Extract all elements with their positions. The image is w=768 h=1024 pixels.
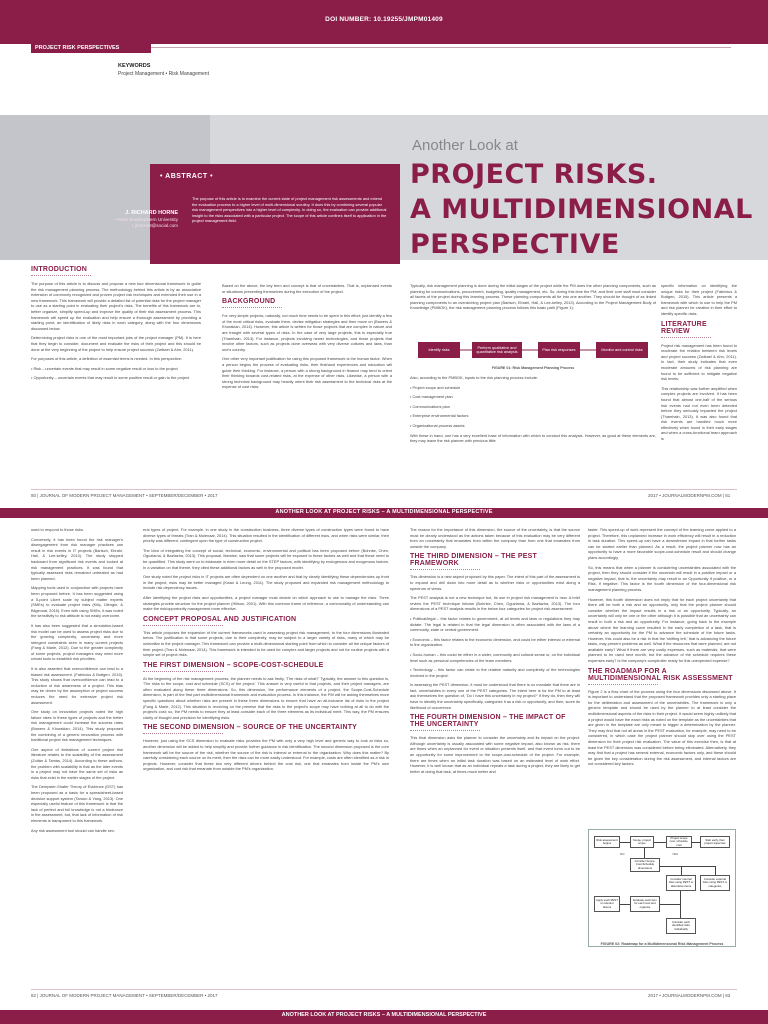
literature-heading: LITERATURE REVIEW xyxy=(661,320,707,335)
paragraph: At the beginning of the risk management process, the planner needs to ask firstly, 'The risks of what?' Typically, the answer to this question is, 'The risks to the scope, cost and schedule (SCS) of the project.' This answer is very useful in that projects, and their project managers, are often evaluated along these three dimensions. So, this dimension, the performance elements of a project, the Scope-Cost-Schedule dimension, is part of the first part multidimensional framework and evaluation process. In this instance, the PM will be asking themselves more specific questions about whether risks are present in these three dimensions to ensure that have an all-inclusive list of risks to the project (Fang & Marle, 2012). This situation is revolving on the premise that the risks to the project's scope may have nothing at all to do with the project's cost; so, the PM needs to ensure they at least consider each of the three elements as its individual merit. This way, the PM ensures clarity of thought and precision for identifying risks. xyxy=(143,675,389,720)
paragraph: The idea of integrating the concept of social, technical, economic, environmental and political has been proposed before (Bohnke, Chen, Oguzlama, & Bazfazha, 2013). This proposal, likewise, saw that some projects will be exposed to these factors as well and that these need to be quantified. This study went on to elaborate in even more detail on the STEP factors, with identifying by endogenous and exogenous factors. In a variation on that theme, they cited these additional factors as well in the proposed model. xyxy=(143,547,389,570)
paragraph: The Dempster-Shafer Theory of Evidence (DST) has been proposed as a basis for a spreadsheet-based decision support system (Taroun & Yang, 2013). One especially useful feature of this framework is that the lack of perfect and full knowledge is not a hindrance in the assessment, but, that lack of information of risk elements is transparent to this framework. xyxy=(31,784,123,823)
heading-rule xyxy=(31,273,91,276)
paragraph: Mapping tools used in conjunction with projects have been proposed before. It has been suggested using a 5-point Likert scale by subject matter experts (SMEs) to evaluate project risks (Kiliç, Ülengin, & Bilgenoal, 2015). Even with using SMEs, it was noted the sensitivity to risk attitude is not easily overcome. xyxy=(31,585,123,619)
heading-rule xyxy=(661,335,711,338)
fourth-dimension-heading: THE FOURTH DIMENSION – THE IMPACT OF THE UNCERTAINTY xyxy=(410,714,566,729)
paragraph: It has also been suggested that a simulation-based risk model can be used to assess project risks due to the growing complexity, uncertainty and more stringent constraints seen in many current projects (Fang & Marle, 2012). Due to the greater complexity of some projects, project managers may need more robust tools to establish risk priorities. xyxy=(31,622,123,662)
flow-step: Identify risks xyxy=(418,342,460,358)
paragraph: One aspect of limitations of current project risk literature relates to the scalability of the assessment (Zoltán & Tamás, 2014). According to these authors, the problem with scalability is that as the later events in a project may not have the same set of risks as risks that exist in the earlier stages of the project. xyxy=(31,746,123,780)
flow-connector xyxy=(681,866,715,867)
paragraph: For purposes of this article, a definition of essential terms is needed. In this perspective: xyxy=(31,356,182,362)
paragraph: After identifying the project risks and opportunities, a project manager must decide on which approach to use to manage the risks. Three strategies provide structure for the project planner (Hillson, 2001). With this common frame of reference, a commonality of understanding can make the risk/opportunity management more effective. xyxy=(143,594,389,612)
flow-node-eval: Evaluate each item for each cost and organize xyxy=(630,896,660,912)
paragraph: used to respond to those risks. xyxy=(31,527,84,532)
paragraph: This article proposes the expansion of the current frameworks used in assessing project risk management, to the four dimensions illustrated below. The justification is that some projects, due to their complexity, may be subject to a larger variety of risks, many of which may be unfamiliar to the project manager. This framework can provide a multi-dimensional starting point from which to consider all the unique factors of their project (Tran & Molenaar, 2014). This framework is intended to be used for complex and larger projects and not for routine projects with a simple set of project risks. xyxy=(143,629,389,658)
flow-connector xyxy=(692,842,700,843)
footer-left: 82 | JOURNAL OF MODERN PROJECT MANAGEMENT • SEPTEMBER/DECEMBER • 2017 xyxy=(31,993,218,998)
flow-node-start: Risk assessment begins xyxy=(594,836,620,848)
paragraph: It is also asserted that overconfidence can lead to a biased risk assessment. (Fabricius & Buttgen, 2015). This study shows that overconfidence can lead to a reduction of risk awareness of a project. This bias may be driven by the assumption of project success reduces the need for extensive project risk assessment. xyxy=(31,666,123,705)
doi-number: DOI NUMBER: 10.19255/JMPM01409 xyxy=(325,16,443,23)
paragraph: Figure 2 is a flow chart of the process using the four dimensions discussed above. It is important to understand that the proposed framework provides only a starting place for the deliberation and assessment of the uncertainties. The framework is only a generic template and should be used by the planner to at least consider the multidimensional aspects of the risks in their project. It would seem highly unlikely that a project would have the exact risks as noted on the template as the uncertainties that are given in the template are only meant to trigger a determination by the planner. They may find that not all areas in the PEST evaluation, for example, may need to be considered, in which case the project planner should skip over using the PEST dimension for their project risk evaluation. The value of this exercise then, is that at least the PEST dimension was considered before being eliminated. Alternatively, they may find that a project has several external, economic factors only, and these should be given the key consideration during the risk assessment, and internal factors are not considered key factors. xyxy=(588,688,736,767)
paragraph: However, this fourth dimension does not imply that for each project uncertainty that there will be both a risk and an opportunity, only that the project planner should consider whether the impact results in a risk or an opportunity. Typically, an uncertainty will only be one or the other although it is possible that an uncertainty can result in both a risk and an opportunity. For instance, going back to the example above where the learning curve resulted in the early completion of a task, that is certainly an opportunity for the PM to advance the schedule of the future tasks. However, this could also be a risk in that the 'shifting left,' that is advancing the future tasks, may present problems as well. What if the resources that were planned, are not available early? What if there are very costly expenses, such as materials, that were planned to be used next month, but the advance of the schedule requires these expenses early? Is the company's comptroller ready for this unexpected expense? xyxy=(588,596,736,664)
flow-step: Monitor and control risks xyxy=(596,342,648,358)
paragraph: However, just using the SCS dimension to evaluate risks provides the PM with only a very high level and generic way to look at risks so, another dimension will be added to help simplify and provide further guidance in risk identification. The second dimension proposed is the core framework will be the source of the risk, whether the source of the risk is internal or external to the organization. Why does this matter? By carefully considering each source on its merit, then the risks can be more easily understood. For example, costs are often identified as a risk in projects. However, consider that these two very different drivers behind the cost risk, one that emanates from inside the PM's own organization, and cost risk that emanate from outside the PM's organization. xyxy=(143,738,389,772)
flow-no-label: NO xyxy=(620,852,625,856)
flow-connector xyxy=(654,842,666,843)
planning-column-continued xyxy=(410,375,656,448)
concept-heading: CONCEPT PROPOSAL AND JUSTIFICATION xyxy=(143,615,297,623)
paragraph: Conversely, it has been found the risk manager's disengagement from risk manager practices can result in risk events in IT projects (Bartsch, Ebrahi, Hall, & Lee-kelley, 2013). The study stopped backward from significant risk events and looked at risk management practices. It was found that typically assessed risks remained untreated as had been planned. xyxy=(31,536,123,581)
paragraph: • Opportunity – uncertain events that may result in some positive result or gain to the project xyxy=(31,375,190,381)
flow-step: Plan risk responses xyxy=(538,342,580,358)
flow-node-scs: Scope, project scope xyxy=(630,836,654,848)
list-item: • Cost management plan xyxy=(410,394,453,400)
title-line-3: PERSPECTIVE xyxy=(410,229,620,260)
paragraph: eral types of project. For example, in one study in the construction business, three diverse types of construction types were found to have diverse types of threats (Tran & Molenaar, 2014). This situation resulted in the identification of different risks, and when risks were similar, their priority was different, contingent upon the type of construction project. xyxy=(143,527,389,544)
flow-connector xyxy=(680,891,681,918)
paragraph: Based on the above, the key term and concept is that of uncertainties. That is, unplanned events or situations presenting themselves during the execution of the project. xyxy=(222,283,392,294)
paragraph: This dimension is a new aspect proposed by this paper. The intent of this part of the assessment is to expand and drill down into more detail as to whether risks or opportunities exist along a spectrum of views. xyxy=(410,574,580,591)
abstract-text: The purpose of this article is to examine the current state of project management risk assessments and extend the evaluation process to a higher level of multi-dimensional scrutiny. It does this by combining several popular risk management perspectives into a higher level of complexity. In doing so, the evaluation can provide additional insight to the risks associated with a particular project. The scope of this article confines itself to application in the project management field. xyxy=(192,196,387,224)
flow-step: Perform qualitative and quantitative risk analysis xyxy=(472,342,522,358)
paragraph: For very simple projects, naturally, not much time needs to be spent in this effort; just identify a few of the most critical risks, evaluate them, devise mitigation strategies and then move on (Bowers & Khorakian, 2014). However, this article is written for those projects that are complex in nature and are fraught with several types of risks. In the case of very large projects, this is especially true (Thamhain, 2013). For instance, projects involving newer technologies, and those projects that involve other factors, such as projects done overseas with very diverse cultures and laws, than one's country. xyxy=(222,313,392,352)
list-item: • Enterprise environmental factors xyxy=(410,413,469,419)
pest-column xyxy=(410,527,580,778)
paragraph: One study noted the project risks in IT projects are often dependent on one another and that by clearly identifying these dependencies up front in the project, risks may be better managed (Kwan & Leung, 2011). The study proposed and expanded risk management methodology to include risk dependency issues. xyxy=(143,574,389,591)
heading-rule xyxy=(410,728,480,731)
heading-rule xyxy=(143,731,223,734)
paragraph: This final dimension asks the planner to consider the uncertainty and its impact on the project. Although uncertainty is usually associated with some negative impact, also known as risk, there are times when an unplanned for event or situation presents itself, and that event turns out to be an opportunity for some improvement to the scope-cost-schedule of the project. For example, there are times when an initial task duration was based on an estimated level of work effort. However, it is well known that as an individual repeats a task during a project, they are likely to get better at doing that task, at times much better and xyxy=(410,735,580,774)
paragraph: Typically, risk management planning is done during the initial stages of the project while the PM does the other planning components, such as planning for communications, procurement, budgeting, quality management, etc. So, during this time the PM, and their core staff must consider all facets of the project during this learning process. These planning components all tie into one another. They should be thought of as linked planning components to an overarching project plan (Bartsch, Ebrahi, Hall, & Lee-kelley, 2013). According to the Project Management Body of Knowledge (PMBOK), the risk management planning process follows this basic path (Figure 1): xyxy=(410,283,656,311)
category-tag: PROJECT RISK PERSPECTIVES xyxy=(31,43,151,53)
author-email[interactable]: • jrhorne9@social.com xyxy=(131,223,178,228)
title-line-1: PROJECT RISKS. xyxy=(410,159,658,190)
footer-rule xyxy=(31,489,737,490)
heading-rule xyxy=(222,305,282,308)
heading-rule xyxy=(143,623,223,626)
background-heading: BACKGROUND xyxy=(222,298,276,306)
flow-connector xyxy=(620,904,630,905)
flow-connector xyxy=(660,866,682,867)
paragraph: With these in hand, one has a very excellent base of information with which to conduct this analysis. However, as good at these elements are, they may leave the risk planner with precious little xyxy=(410,432,656,444)
flow-node-sched: Start early, then project supervise xyxy=(700,836,730,848)
paragraph: The reason for the importance of this dimension, the source of the uncertainty, is that the source must be clearly understood as the actions taken because of this evaluation may be very different from an uncertainty that emanates from within the company than from one that emanates from outside the company. xyxy=(410,527,580,549)
keywords-text: Project Management • Risk Management xyxy=(118,71,209,77)
footer-left: 80 | JOURNAL OF MODERN PROJECT MANAGEMENT • SEPTEMBER/DECEMBER • 2017 xyxy=(31,493,218,498)
intro-heading: INTRODUCTION xyxy=(31,266,88,273)
figure-1-caption: FIGURE 01: Risk Management Planning Process xyxy=(491,366,575,370)
paragraph: Project risk management has been found to moderate the relation between risk levels and project success (Zwikael & Ahn, 2011). In fact, their study indicates that even moderate amounts of risk planning are found to be sufficient to mitigate negative risk levels. xyxy=(661,342,737,382)
heading-rule xyxy=(588,682,658,685)
roadmap-heading: THE ROADMAP FOR A MULTIDIMENSIONAL RISK ASSESSMENT xyxy=(588,667,733,682)
paragraph: Also, according to the PMBOK, inputs to the risk planning process include: xyxy=(410,375,539,380)
roadmap-column xyxy=(588,527,736,771)
author-name: J. RICHARD HORNE xyxy=(125,210,178,216)
running-header-title: ANOTHER LOOK AT PROJECT RISKS – A MULTIDIMENSIONAL PERSPECTIVE xyxy=(275,509,493,515)
list-item: • Political/legal – this factor relates to government, at all levels and laws or regulations they may dictate. The legal is related in that the legal dimension is often associated with the laws of a community, state or central government. xyxy=(410,615,580,633)
paragraph: One study on innovation projects noted the high failure rates in these types of projects and the better risk management could increase the success rates (Bowers & Khorakian, 2014). This study proposed the combining of a generic innovation process with traditional project risk management techniques. xyxy=(31,709,123,743)
flow-node-cost: Project scope cost, schedule, cost xyxy=(666,836,692,848)
paragraph: faster. This speed-up of work represent the concept of the learning curve applied to a project. Therefore, this unplanned increase in work efficiency will result in a reduction in task duration. This speed-up can have a downstream impact in that further tasks can be started earlier than planned. As a result, the project planner now has an opportunity to have a more favorable scope-cost-schedule result and should change plans accordingly. xyxy=(588,527,736,560)
flow-node-consider: Consider Scope-Cost-Schedule dimensions xyxy=(630,858,660,872)
list-item: • Technology – this factor can relate to the relative maturity and complexity of the technologies involved in the project. xyxy=(410,667,580,678)
heading-rule xyxy=(410,567,480,570)
flow-connector xyxy=(620,842,630,843)
footer-rule xyxy=(31,989,737,990)
flow-node-external: Consider external risks using PEST or categories xyxy=(700,875,730,891)
lit-review-column xyxy=(31,527,123,837)
abstract-label: • ABSTRACT • xyxy=(160,173,214,180)
literature-column xyxy=(661,283,737,446)
paragraph: specific information on identifying the unique risks for their project (Fabricius & Buttgen, 2015). This article presents a framework with which to use to help the PM and risk planner be creative in their effort to identify specific risks. xyxy=(661,283,737,316)
third-dimension-heading: THE THIRD DIMENSION – THE PEST FRAMEWORK xyxy=(410,553,537,568)
footer-right: 2017 • JOURNALMODERNPM.COM | 81 xyxy=(648,493,731,498)
flow-node-internal: Consider internal risks using PEST or alternative items xyxy=(666,875,696,891)
planning-column xyxy=(410,283,656,315)
intro-column xyxy=(31,266,201,385)
heading-rule xyxy=(143,669,223,672)
flow-connector xyxy=(660,904,680,905)
flow-yes-label: YES xyxy=(672,852,679,856)
flow-node-pest: Apply each PEST to relevant factors xyxy=(594,896,620,912)
first-dimension-heading: THE FIRST DIMENSION – SCOPE-COST-SCHEDULE xyxy=(143,661,324,669)
background-column xyxy=(222,283,392,394)
dimensions-column xyxy=(143,527,389,776)
figure-2-caption: FIGURE 02: Roadmap for a Multidimensional Risk Management Process xyxy=(600,942,724,946)
list-item: • Socio-human – this could be either in a wider, community and cultural sense or, on the individual level such as personal competencies of the team members. xyxy=(410,651,580,663)
footer-right: 2017 • JOURNALMODERNPM.COM | 83 xyxy=(648,993,731,998)
paragraph: So, this means that when a planner is considering uncertainties associated with the project, then they should consider if the uncertain will result in a positive impact or a negative impact, that is, the uncertainty may result in an Opportunity if positive, or a Risk, if negative. This factor is the fourth dimension of the four-dimensional risk management planning process. xyxy=(588,564,736,592)
paragraph: One other very important justification for using this proposed framework is the human factor. When a person begins the process of evaluating risks, their firsthand experiences and education will guide their thinking. For instance, a person with a strong background in finance may tend to orient their thinking towards cost-related risks, at the expense of other risks. Likewise, a person with a strong technical background may heavily orient their risk assessment to the technical risks at the expense of cost risks. xyxy=(222,356,392,390)
paragraph: Any risk assessment tool should can handle sev- xyxy=(31,827,116,833)
author-affiliation: • Nova Southeastern University xyxy=(114,217,178,222)
title-line-2: A MULTIDIMENSIONAL xyxy=(410,194,753,225)
running-header-title: ANOTHER LOOK AT PROJECT RISKS – A MULTIDIMENSIONAL PERSPECTIVE xyxy=(281,1012,487,1018)
flow-connector xyxy=(644,848,645,858)
list-item: • Project scope and schedule xyxy=(410,384,461,390)
paragraph: The PEST analysis is not a new technique but, its use in project risk management is new. A brief review the PEST technique follows (Bohnke, Chen, Oguzlama, & Bazfazha, 2013). The four dimensions of a PEST analysis results in the below four categories for project risk assessment: xyxy=(410,595,580,612)
flow-node-impact: Consider each identified risks individually xyxy=(666,918,696,934)
list-item: • Organizational process assets xyxy=(410,422,465,428)
flow-connector xyxy=(715,866,716,875)
list-item: • Economic – this factor relates to the economic dimension, and could be either internal or external to the organization. xyxy=(410,636,580,648)
paragraph: Determining project risks is one of the most important jobs of the project manager (PM). It is here that they begin to consider, document and evaluate the risks of their project and this should be done at the very beginning of the project to help ensure project success (Zwikael & Ahn, 2011). xyxy=(31,335,201,352)
keywords-title: KEYWORDS xyxy=(118,63,151,69)
paragraph: • Risk – uncertain events that may result in some negative result or loss to the project xyxy=(31,365,178,371)
paragraph: The purpose of this article is to discuss and propose a new four dimensional framework to guide the risk management planning process. The methodology behind this article is by an associative extension of commonly recognized and proven project risk techniques and extended their use in a new framework. This framework will provide a detailed list of potential risks for the project manager to use as a starting point in evaluating their project's risks. The benefits of this framework are to, better organize, simplify speed-up and improve the quality of their risk assessment process. This framework will speed up the evaluation and help ensure a thorough assessment by providing a starting point, an identification of likely risks in each category, along with the four dimensions discussed below. xyxy=(31,281,201,331)
second-dimension-heading: THE SECOND DIMENSION – SOURCE OF THE UNCERTAINTY xyxy=(143,724,358,732)
list-item: • Communications plan xyxy=(410,403,450,409)
flow-connector xyxy=(681,866,682,875)
paragraph: In assessing the PEST dimension, it must be understood that there is no mandate that there are in fact, uncertainties in every one of the PEST categories. The intent here is for the PM to at least ask themselves the question of, 'Do I have this uncertainty in my project?' If they do, then they will have to identify the uncertainty specifically, categorize it as a risk or opportunity, and then, score its likelihood of occurrence. xyxy=(410,682,580,710)
title-kicker: Another Look at xyxy=(412,137,518,154)
paragraph: This relationship was further amplified when complex projects are involved. It has been found that almost one-half of the serious risk events had not even been detected before they seriously impacted the project (Thamhain, 2013). It was also found that risk events are handled much more effectively when found in their early stages and when a cross-functional team approach is xyxy=(661,385,737,442)
